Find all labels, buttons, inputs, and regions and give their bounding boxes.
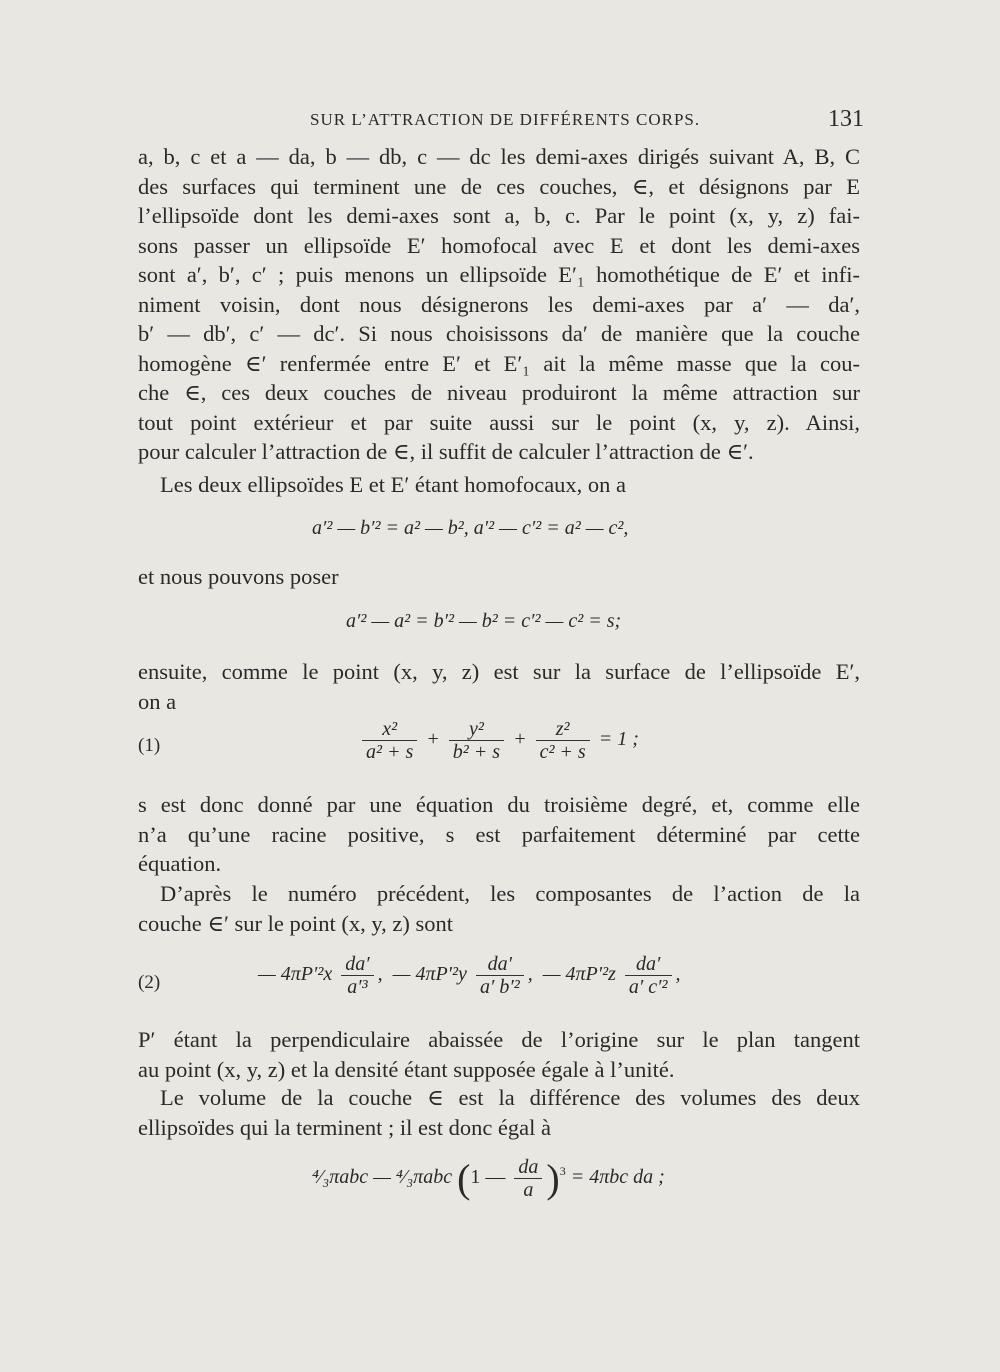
paragraph-3 [138,562,860,592]
paragraph-8 [138,1083,860,1142]
running-title: SUR L’ATTRACTION DE DIFFÉRENTS CORPS. [310,110,701,129]
text-line: au point (x, y, z) et la densité étant supposée égale à l’unité. [138,1056,675,1082]
fraction: $\frac{da'}{\text{a′ c′²}}$ [625,953,672,998]
equation-2: — 4πP′²x $\frac{da'}{\text{a′³}}$ , — 4πP′²y $\frac{da'}{\text{a′ b′²}}$ , — 4πP′²z $\frac{da'}{\text{a′ c′²}}$ , [258,953,681,998]
text-line: on a [138,688,177,714]
text-line: sons passer un ellipsoïde E′ homofocal avec E et dont les demi-axes [138,232,860,258]
fraction: $\frac{\text{y²}}{\text{b² + s}}$ [449,718,504,763]
text-line: che ∈, ces deux couches de niveau produiront la même attraction sur [138,380,860,405]
page-number: 131 [828,106,864,132]
equation-homofocal: a′² — b′² = a² — b², a′² — c′² = a² — c², [312,517,629,539]
text-line: équation. [138,851,222,876]
text-line: tout point extérieur et par suite aussi sur le point (x, y, z). Ainsi, [138,409,860,435]
text-line: l’ellipsoïde dont les demi-axes sont a, b, c. Par le point (x, y, z) fai- [138,203,860,228]
text-line: a, b, c et a — da, b — db, c — dc les demi-axes dirigés suivant A, B, C [138,144,860,169]
fraction: $\frac{da'}{\text{a′³}}$ [341,953,373,998]
text-line: s est donc donné par une équation du troisième degré, et, comme elle [138,792,860,817]
paragraph-5 [138,790,860,879]
fraction: $\frac{\text{x²}}{\text{a² + s}}$ [362,718,417,763]
text-line: Le volume de la couche ∈ est la différence des volumes des deux [160,1085,860,1110]
equation-volume: ⁴⁄₃πabc — ⁴⁄₃πabc (1 — $\frac{da}{a}$ )$^3$ = 4πbc da ; [312,1156,665,1201]
text-line: et nous pouvons poser [138,564,339,589]
paragraph-7 [138,1025,860,1084]
text-line: ensuite, comme le point (x, y, z) est sur la surface de l’ellipsoïde E′, [138,659,860,684]
fraction: $\frac{\text{z²}}{\text{c² + s}}$ [536,718,590,763]
text-line: couche ∈′ sur le point (x, y, z) sont [138,910,454,936]
text-line: P′ étant la perpendiculaire abaissée de l’origine sur le plan tangent [138,1027,860,1052]
text-line: b′ — db′, c′ — dc′. Si nous choisissons da′ de manière que la couche [138,321,860,346]
text-line: homogène ∈′ renfermée entre E′ et E′₁ ait la même masse que la cou- [138,350,860,376]
equation-number-1: (1) [138,735,161,756]
running-header [310,106,864,132]
text-line: D’après le numéro précédent, les composantes de l’action de la [160,881,860,906]
equation-s: a′² — a² = b′² — b² = c′² — c² = s; [346,610,622,632]
equation-number-2: (2) [138,972,161,993]
paragraph-2 [138,470,860,500]
equation-1: $\frac{\text{x²}}{\text{a² + s}}$ + $\frac{\text{y²}}{\text{b² + s}}$ + $\frac{\text{z²}}{\text{c² + s}}$ = 1 ; [358,718,639,763]
fraction: $\frac{da'}{\text{a′ b′²}}$ [476,953,524,998]
paragraph-4 [138,657,860,716]
text-line: sont a′, b′, c′ ; puis menons un ellipsoïde E′₁ homothétique de E′ et infi- [138,262,860,287]
paragraph-6 [138,879,860,938]
text-line: ellipsoïdes qui la terminent ; il est donc égal à [138,1114,552,1140]
paragraph-1 [138,142,860,467]
text-line: niment voisin, dont nous désignerons les demi-axes par a′ — da′, [138,291,860,317]
text-line: n’a qu’une racine positive, s est parfaitement déterminé par cette [138,821,860,847]
text-line: Les deux ellipsoïdes E et E′ étant homofocaux, on a [160,472,627,497]
text-line: des surfaces qui terminent une de ces couches, ∈, et désignons par E [138,173,860,199]
text-line: pour calculer l’attraction de ∈, il suffit de calculer l’attraction de ∈′. [138,439,754,464]
fraction: $\frac{da}{a}$ [514,1156,542,1201]
